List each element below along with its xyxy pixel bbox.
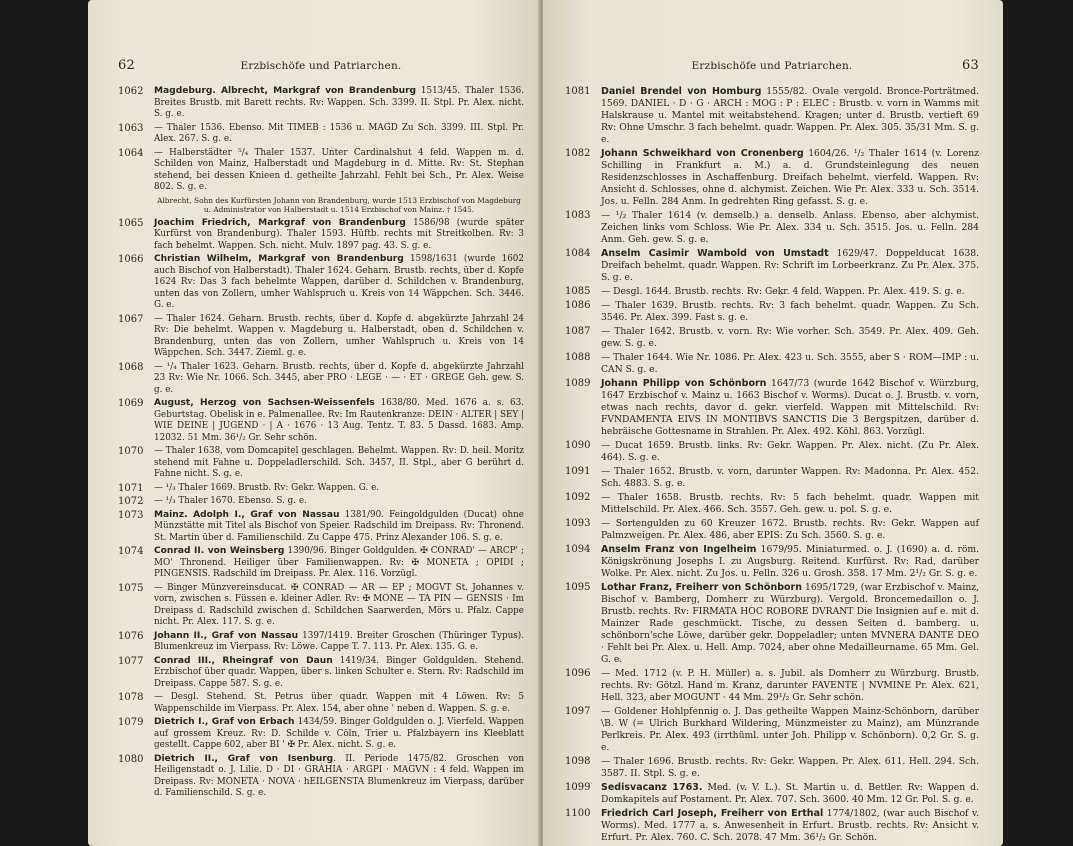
entry-description: 1598/1631 (wurde 1602 auch Bischof von Halberstadt). Thaler 1624. Geharn. Brustb. rechts, über d. Kopfe 1624 Rv: Das 3 fach behelmte Wappen, darüber d. Schildchen v. Brandenburg, unten das von Zollern, umher Wahlspruch u. Kreis von 14 Wäppchen. Sch. 3446. G. e. [154, 254, 525, 310]
running-title: Erzbischöfe und Patriarchen. [691, 60, 853, 72]
catalog-entry [118, 546, 524, 581]
catalog-entry [118, 148, 524, 194]
entry-description: — Thaler 1624. Geharn. Brustb. rechts, über d. Kopfe d. abgekürzte Jahrzahl 24 Rv: Die behelmt. Wappen v. Magdeburg u. Halberstadt, oben d. Schildchen v. Brandenburg, unten das von Zollern, umher Wahlspruch u. Kreis von 14 Wäppchen. Sch. 3447. Zieml. g. e. [154, 313, 524, 358]
entry-description: 1555/82. Ovale vergold. Bronce-Porträtmed. 1569. DANIEL · D · G · ARCH : MOG : P : ELEC : Brustb. v. vorn in Wamms mit Halskrause u. Mantel mit weitabstehend. Kragen; unter d. Brustb. vertieft 69 Rv: Ohne Umschr. 3 fach behelmt. quadr. Wappen. Pr. Alex. 305. 35/31 Mm. S. g. e. [601, 86, 979, 145]
catalog-entry [118, 446, 524, 481]
catalog-entry [565, 86, 979, 146]
entry-number: 1085 [565, 286, 591, 297]
entry-number: 1086 [565, 300, 591, 311]
catalog-entry [565, 706, 979, 754]
entry-heading: Sedisvacanz 1763. [601, 782, 703, 793]
entry-description: 1604/26. ¹/₂ Thaler 1614 (v. Lorenz Schilling in Frankfurt a. M.) a. d. Grundsteinlegung des neuen Residenzschlosses in Aschaffenburg. Dreifach behelmt. vierfeld. Wappen. Rv: Ansicht d. Schlosses, ohne d. alchymist. Zeichen. Wie Pr. Alex. 333 u. Sch. 3514. Jos. u. Felln. 284 Anm. In gedrehten Ring gefasst. S. g. e. [601, 148, 979, 207]
entry-number: 1093 [565, 518, 591, 529]
catalog-entry [118, 218, 524, 253]
catalog-entry [565, 148, 979, 208]
entry-description: 1679/95. Miniaturmed. o. J. (1690) a. d. röm. Königskrönung Josephs I. zu Augsburg. Reitend. Kurfürst. Rv: Rad, darüber Wolke. Pr. Alex. nicht. Zu Jos. u. Felln. 326 u. Grosh. 358. 17 Mm. 2¹/₂ Gr. S. g. e. [601, 544, 979, 579]
catalog-entry [565, 210, 979, 246]
entry-heading: Conrad II. von Weinsberg [154, 546, 285, 556]
entry-description: Med. (v. V. L.). St. Martin u. d. Bettler. Rv: Wappen d. Domkapitels auf Postament. Pr. Alex. 707. Sch. 3600. 40 Mm. 12 Gr. Pol. S. g. e. [601, 782, 979, 805]
entry-number: 1067 [118, 313, 144, 325]
entry-description: 1629/47. Doppelducat 1638. Dreifach behelmt. quadr. Wappen. Rv: Schrift im Lorbeerkranz. Zu Pr. Alex. 375. S. g. e. [601, 248, 979, 283]
entry-number: 1077 [118, 655, 144, 667]
entry-number: 1082 [565, 148, 591, 159]
right-page-header [565, 58, 979, 80]
entry-heading: Johann Schweikhard von Cronenberg [601, 148, 804, 159]
entry-heading: Conrad III., Rheingraf von Daun [154, 655, 333, 666]
entry-description: 1434/59. Binger Goldgulden o. J. Vierfeld. Wappen auf grossem Kreuz. Rv: D. Schilde v. Cöln, Trier u. Pfalzbayern ins Kleeblatt gestellt. Cappe 602, aber BI ' ✠ Pr. Alex. nicht. S. g. e. [154, 717, 524, 750]
entry-heading: Johann II., Graf von Nassau [154, 630, 299, 641]
entry-description: — Sortengulden zu 60 Kreuzer 1672. Brustb. rechts. Rv: Gekr. Wappen auf Palmzweigen. Pr. Alex. 486, aber EPIS: Zu Sch. 3560. S. g. e. [601, 518, 979, 541]
entry-number: 1068 [118, 361, 144, 373]
catalog-entry [118, 314, 524, 360]
entry-heading: Magdeburg. Albrecht, Markgraf von Brandenburg [154, 86, 417, 96]
entry-number: 1090 [565, 440, 591, 451]
page-number: 63 [962, 58, 979, 73]
entry-number: 1066 [118, 254, 144, 265]
catalog-entry [565, 440, 979, 464]
running-title: Erzbischöfe und Patriarchen. [240, 60, 402, 72]
footnote: Albrecht, Sohn des Kurfürsten Johann von Brandenburg, wurde 1513 Erzbischof von Magdeburg u. Administrator von Halberstadt u. 1514 Erzbischof von Mainz. † 1545. [157, 195, 521, 214]
entry-number: 1079 [118, 717, 144, 728]
entry-description: — ¹/₄ Thaler 1623. Geharn. Brustb. rechts, über d. Kopfe d. abgekürzte Jahrzahl 23 Rv: Wie Nr. 1066. Sch. 3445, aber PRO · LEGE · — · ET · GREGE Geh. gew. S. g. e. [154, 361, 524, 395]
entry-number: 1088 [565, 352, 591, 363]
entry-description: 1647/73 (wurde 1642 Bischof v. Würzburg, 1647 Erzbischof v. Mainz u. 1663 Bischof v. Worms). Ducat o. J. Brustb. v. vorn, etwas nach rechts, davor d. gekr. vierfeld. Wappen mit Mittelschild. Rv: FVNDAMENTA EIVS IN MONTIBVS SANCTIS Die 3 Bergspitzen, darüber d. hebräische Gottesname in Strahlen. Pr. Alex. 492. Köhl. 863. Vorzügl. [601, 378, 979, 437]
entry-description: — Halberstädter ⁵/₄ Thaler 1537. Unter Cardinalshut 4 feld. Wappen m. d. Schilden von Mainz, Halberstadt und Magdeburg in d. Mitte. Rv: St. Stephan stehend, bei dessen Knieen d. getheilte Jahrzahl. Fehlt bei Sch., Pr. Alex. Weise 802. S. g. e. [154, 147, 524, 192]
entry-number: 1091 [565, 466, 591, 477]
entry-number: 1084 [565, 248, 591, 259]
entry-description: — Med. 1712 (v. P. H. Müller) a. s. Jubil. als Domherr zu Würzburg. Brustb. rechts. Rv: Götzl. Hand m. Kranz, darunter FAVENTE | NVMINE Pr. Alex. 621, Hell. 323, aber MOGUNT · 44 Mm. 29¹/₂ Gr. Sehr schön. [601, 668, 979, 703]
entry-description: 1774/1802, (war auch Bischof v. Worms). Med. 1777 a. s. Anwesenheit in Erfurt. Brustb. rechts. Rv: Ansicht v. Erfurt. Pr. Alex. 760. C. Sch. 2078. 47 Mm. 36¹/₂ Gr. Schön. [601, 808, 979, 843]
entry-number: 1098 [565, 756, 591, 767]
catalog-entry [565, 286, 979, 298]
catalog-entry [565, 582, 979, 666]
right-page [543, 0, 1003, 846]
catalog-entry [565, 352, 979, 376]
entry-heading: Dietrich I., Graf von Erbach [154, 717, 295, 727]
catalog-entry [118, 86, 524, 121]
entry-heading: August, Herzog von Sachsen-Weissenfels [154, 398, 375, 408]
catalog-entry [118, 254, 524, 312]
entry-number: 1065 [118, 217, 144, 229]
entry-number: 1062 [118, 86, 144, 97]
entry-number: 1073 [118, 509, 144, 521]
catalog-entry [118, 362, 524, 397]
entry-heading: Mainz. Adolph I., Graf von Nassau [154, 509, 340, 520]
catalog-entry [118, 398, 524, 444]
catalog-entry [565, 300, 979, 324]
entry-number: 1074 [118, 546, 144, 557]
catalog-entry [118, 496, 524, 508]
entry-description: — Thaler 1658. Brustb. rechts. Rv: 5 fach behelmt. quadr. Wappen mit Mittelschild. Pr. Alex. 466. Sch. 3557. Geh. gew. u. pol. S. g. e. [601, 492, 979, 515]
entry-number: 1064 [118, 147, 144, 159]
catalog-entries [565, 86, 979, 844]
entry-heading: Daniel Brendel von Homburg [601, 86, 762, 97]
entry-number: 1099 [565, 782, 591, 793]
entry-description: 1586/98 (wurde später Kurfürst von Brandenburg). Thaler 1593. Hüftb. rechts mit Streitkolben. Rv: 3 fach behelmt. Wappen. Sch. nicht. Mulv. 1897 pag. 43. S. g. e. [154, 217, 524, 251]
entry-description: 1419/34. Binger Goldgulden. Stehend. Erzbischof über quadr. Wappen, über s. linken Schulter e. Stern. Rv: Radschild im Dreipass. Cappe 587. S. g. e. [154, 655, 524, 689]
entry-number: 1072 [118, 496, 144, 507]
left-page-header [118, 58, 524, 80]
catalog-entry [565, 782, 979, 806]
entry-description: — Thaler 1644. Wie Nr. 1086. Pr. Alex. 423 u. Sch. 3555, aber S · ROM—IMP : u. CAN S. g. e. [601, 352, 979, 375]
catalog-entry [118, 483, 524, 495]
left-page [88, 0, 540, 846]
catalog-entry [565, 544, 979, 580]
entry-description: — ¹/₂ Thaler 1614 (v. demselb.) a. denselb. Anlass. Ebenso, aber alchymist. Zeichen links vom Schloss. Wie Pr. Alex. 334 u. Sch. 3515. Jos. u. Felln. 284 Anm. Geh. gew. S. g. e. [601, 210, 979, 245]
entry-number: 1092 [565, 492, 591, 503]
catalog-entry [118, 123, 524, 146]
entry-heading: Friedrich Carl Joseph, Freiherr von Erthal [601, 808, 824, 819]
entry-description: — Thaler 1536. Ebenso. Mit TIMEB : 1536 u. MAGD Zu Sch. 3399. III. Stpl. Pr. Alex. 267. S. g. e. [154, 122, 524, 144]
catalog-entry [118, 510, 524, 545]
entry-heading: Christian Wilhelm, Markgraf von Brandenburg [154, 254, 404, 264]
entry-number: 1078 [118, 692, 144, 703]
entry-heading: Dietrich II., Graf von Isenburg [154, 753, 334, 764]
entry-number: 1080 [118, 753, 144, 765]
entry-number: 1087 [565, 326, 591, 337]
entry-heading: Anselm Casimir Wambold von Umstadt [601, 248, 829, 259]
entry-heading: Anselm Franz von Ingelheim [601, 544, 757, 555]
catalog-entry [565, 518, 979, 542]
entry-description: 1390/96. Binger Goldgulden. ✠ CONRAD' — ARCP' ; MO' Thronend. Heiliger über Familienwappen. Rv: ✠ MONETA ; OPIDI ; PINGENSIS. Radschild im Dreipass. Pr. Alex. 116. Vorzügl. [154, 546, 524, 579]
catalog-entry [565, 248, 979, 284]
entry-description: — Thaler 1652. Brustb. v. vorn, darunter Wappen. Rv: Madonna. Pr. Alex. 452. Sch. 4883. S. g. e. [601, 466, 979, 489]
catalog-entry [565, 492, 979, 516]
entry-number: 1071 [118, 482, 144, 494]
catalog-entry [118, 583, 524, 629]
catalog-entry [118, 717, 524, 752]
entry-number: 1097 [565, 706, 591, 717]
catalog-entry [565, 378, 979, 438]
entry-description: — Thaler 1696. Brustb. rechts. Rv: Gekr. Wappen. Pr. Alex. 611. Hell. 294. Sch. 3587. II. Stpl. S. g. e. [601, 756, 979, 779]
entry-number: 1083 [565, 210, 591, 221]
entry-description: — Thaler 1639. Brustb. rechts. Rv: 3 fach behelmt. quadr. Wappen. Zu Sch. 3546. Pr. Alex. 399. Fast s. g. e. [601, 300, 979, 323]
catalog-entry [118, 631, 524, 654]
entry-heading: Joachim Friedrich, Markgraf von Brandenburg [154, 217, 406, 228]
entry-number: 1070 [118, 446, 144, 457]
entry-description: 1695/1729, (war Erzbischof v. Mainz, Bischof v. Bamberg, Domherr zu Würzburg). Vergold. Broncemedaillon o. J. Brustb. rechts. Rv: FIRMATA HOC ROBORE DVRANT Die Insignien auf e. mit d. Mainzer Rade geschmückt. Tische, zu dessen Seiten d. bamberg. u. schönborn'sche Löwe, darüber gekr. Doppeladler; unten MVNERA DANTE DEO · Fehlt bei Pr. Alex. u. Hell. Amp. 7024, aber ohne Medailleurname. 65 Mm. Gel. G. e. [601, 582, 980, 665]
catalog-entry [565, 808, 979, 844]
entry-description: — Desgl. 1644. Brustb. rechts. Rv: Gekr. 4 feld. Wappen. Pr. Alex. 419. S. g. e. [601, 286, 965, 297]
entry-description: — Binger Münzvereinsducat. ✠ CONRAD — AR — EP ; MOGVT St. Johannes v. vorn, zwischen s. Füssen e. kleiner Adler. Rv: ✠ MONE — TA PIN — GENSIS · Im Dreipass d. Radschild zwischen d. Schildchen Saarwerden, Mörs u. Pfalz. Cappe nicht. Pr. Alex. 117. S. g. e. [154, 582, 524, 627]
entry-number: 1075 [118, 582, 144, 594]
entry-number: 1076 [118, 630, 144, 642]
entry-description: 1397/1419. Breiter Groschen (Thüringer Typus). Blumenkreuz im Vierpass. Rv: Löwe. Cappe T. 7. 113. Pr. Alex. 135. G. e. [154, 630, 524, 652]
entry-description: — Thaler 1642. Brustb. v. vorn. Rv: Wie vorher. Sch. 3549. Pr. Alex. 409. Geh. gew. S. g. e. [601, 326, 979, 349]
catalog-entry [565, 326, 979, 350]
catalog-entries [118, 86, 524, 800]
page-number: 62 [118, 58, 135, 73]
entry-number: 1069 [118, 398, 144, 409]
entry-number: 1089 [565, 378, 591, 389]
entry-heading: Lothar Franz, Freiherr von Schönborn [601, 582, 802, 593]
catalog-entry [118, 656, 524, 691]
entry-description: — Ducat 1659. Brustb. links. Rv: Gekr. Wappen. Pr. Alex. nicht. (Zu Pr. Alex. 464). S. g. e. [601, 440, 979, 463]
entry-description: — ¹/₃ Thaler 1669. Brustb. Rv: Gekr. Wappen. G. e. [154, 482, 380, 493]
entry-description: — Desgl. Stehend. St. Petrus über quadr. Wappen mit 4 Löwen. Rv: 5 Wappenschilde im Vierpass. Pr. Alex. 154, aber ohne ' neben d. Wappen. S. g. e. [154, 692, 524, 714]
entry-description: — Goldener Hohlpfennig o. J. Das getheilte Wappen Mainz-Schönborn, darüber \B. W (= Ulrich Burkhard Wildering, Münzmeister zu Mainz), am Münzrande Perlkreis. Pr. Alex. 493 (irrthüml. unter Joh. Philipp v. Schönborn). 0,2 Gr. S. g. e. [601, 706, 979, 753]
catalog-entry [118, 754, 524, 800]
entry-description: — ¹/₃ Thaler 1670. Ebenso. S. g. e. [154, 496, 307, 506]
entry-number: 1081 [565, 86, 591, 97]
catalog-entry [118, 692, 524, 715]
entry-heading: Johann Philipp von Schönborn [601, 378, 767, 389]
entry-number: 1100 [565, 808, 591, 819]
catalog-entry [565, 466, 979, 490]
entry-description: 1381/90. Feingoldgulden (Ducat) ohne Münzstätte mit Titel als Bischof von Speier. Radschild im Dreipass. Rv: Thronend. St. Martin über d. Familienschild. Zu Cappe 475. Prinz Alexander 106. S. g. e. [154, 509, 524, 543]
entry-number: 1095 [565, 582, 591, 593]
catalog-entry [565, 668, 979, 704]
entry-description: 1638/80. Med. 1676 a. s. 63. Geburtstag. Obelisk in e. Palmenallee. Rv: Im Rautenkranze: DEIN · ALTER | SEY | WIE DEINE | JUGEND · | A · 1676 · 13 Aug. Tentz. T. 83. 5 Dassd. 1683. Amp. 12032. 51 Mm. 36¹/₂ Gr. Sehr schön. [154, 398, 525, 443]
entry-description: — Thaler 1638, vom Domcapitel geschlagen. Behelmt. Wappen. Rv: D. heil. Moritz stehend mit Fahne u. Doppeladlerschild. Sch. 3457, II. Stpl., aber G berührt d. Fahne nicht. S. g. e. [154, 446, 524, 479]
entry-number: 1096 [565, 668, 591, 679]
entry-number: 1063 [118, 122, 144, 134]
catalog-entry [565, 756, 979, 780]
entry-description: 1513/45. Thaler 1536. Breites Brustb. mit Barett rechts. Rv: Wappen. Sch. 3399. II. Stpl. Pr. Alex. nicht. S. g. e. [154, 86, 525, 119]
entry-number: 1094 [565, 544, 591, 555]
entry-description: . II. Periode 1475/82. Groschen von Heiligenstadt o. J. Lilie. D · DI · GRAHIA · ARGPI · MAGVN : 4 feld. Wappen im Dreipass. Rv: MONETA · NOVA · hEILGENSTA Blumenkreuz im Vierpass, darüber d. Familienschild. S. g. e. [154, 753, 525, 798]
